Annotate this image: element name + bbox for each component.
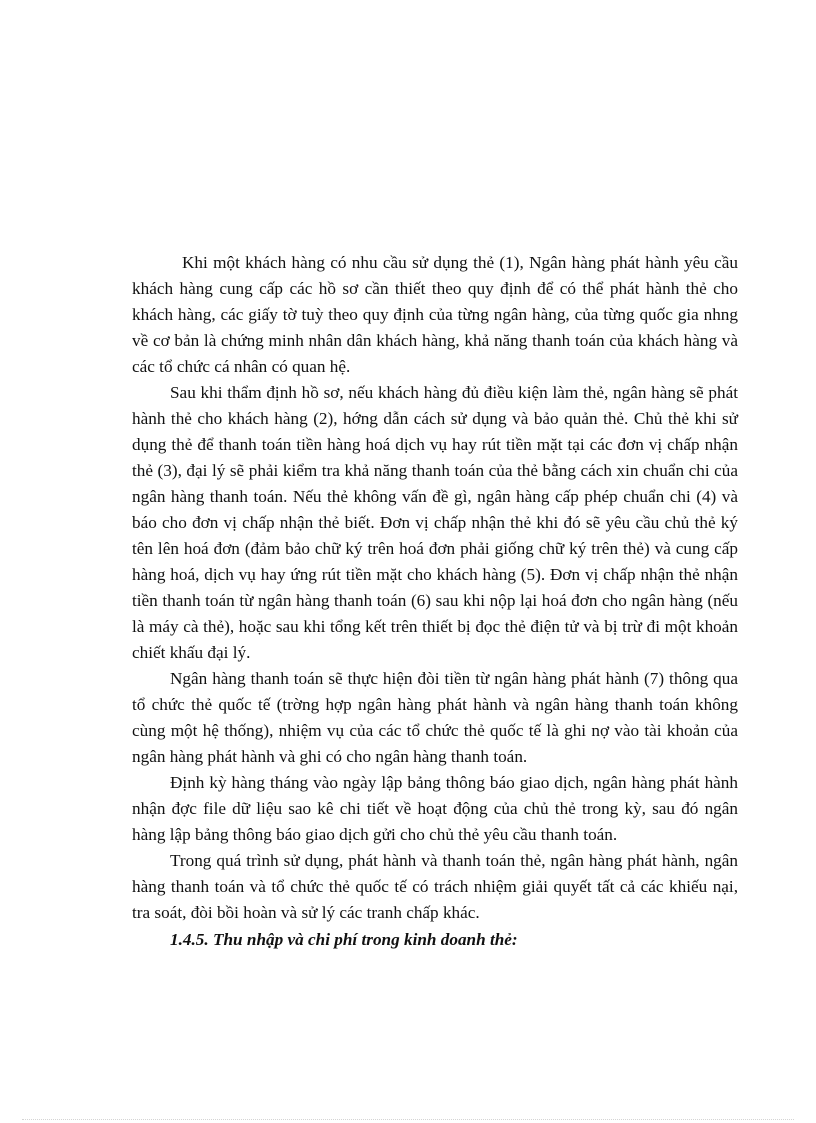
paragraph-card-usage: Sau khi thẩm định hồ sơ, nếu khách hàng đủ điều kiện làm thẻ, ngân hàng sẽ phát hành thẻ cho khách hàng (2), hớng dẫn cách sử dụng và bảo quản thẻ. Chủ thẻ khi sử dụng thẻ để thanh toán tiền hàng hoá dịch vụ hay rút tiền mặt tại các đơn vị chấp nhận thẻ (3), đại lý sẽ phải kiểm tra khả năng thanh toán của thẻ bằng cách xin chuẩn chi của ngân hàng thanh toán. Nếu thẻ không vấn đề gì, ngân hàng cấp phép chuẩn chi (4) và báo cho đơn vị chấp nhận thẻ biết. Đơn vị chấp nhận thẻ khi đó sẽ yêu cầu chủ thẻ ký tên lên hoá đơn (đảm bảo chữ ký trên hoá đơn phải giống chữ ký trên thẻ) và cung cấp hàng hoá, dịch vụ hay ứng rút tiền mặt cho khách hàng (5). Đơn vị chấp nhận thẻ nhận tiền thanh toán từ ngân hàng thanh toán (6) sau khi nộp lại hoá đơn cho ngân hàng (nếu là máy cà thẻ), hoặc sau khi tổng kết trên thiết bị đọc thẻ điện tử và bị trừ đi một khoản chiết khấu đại lý. xyxy=(132,383,738,662)
paragraph-settlement: Ngân hàng thanh toán sẽ thực hiện đòi tiền từ ngân hàng phát hành (7) thông qua tổ chức thẻ quốc tế (trờng hợp ngân hàng phát hành và ngân hàng thanh toán không cùng một hệ thống), nhiệm vụ của các tổ chức thẻ quốc tế là ghi nợ vào tài khoản của ngân hàng phát hành và ghi có cho ngân hàng thanh toán. xyxy=(132,669,738,766)
paragraph-monthly-statement: Định kỳ hàng tháng vào ngày lập bảng thông báo giao dịch, ngân hàng phát hành nhận đợc file dữ liệu sao kê chi tiết về hoạt động của chủ thẻ trong kỳ, sau đó ngân hàng lập bảng thông báo giao dịch gửi cho chủ thẻ yêu cầu thanh toán. xyxy=(132,773,738,844)
paragraph-card-issuance: Khi một khách hàng có nhu cầu sử dụng thẻ (1), Ngân hàng phát hành yêu cầu khách hàng cung cấp các hồ sơ cần thiết theo quy định để có thể phát hành thẻ cho khách hàng, các giấy tờ tuỳ theo quy định của từng ngân hàng, của từng quốc gia nhng về cơ bản là chứng minh nhân dân khách hàng, khả năng thanh toán của khách hàng và các tổ chức cá nhân có quan hệ. xyxy=(132,253,738,376)
section-heading: 1.4.5. Thu nhập và chi phí trong kinh doanh thẻ: xyxy=(170,930,518,949)
paragraph-dispute-resolution: Trong quá trình sử dụng, phát hành và thanh toán thẻ, ngân hàng phát hành, ngân hàng thanh toán và tổ chức thẻ quốc tế có trách nhiệm giải quyết tất cả các khiếu nại, tra soát, đòi bồi hoàn và sử lý các tranh chấp khác. xyxy=(132,851,738,922)
document-body xyxy=(132,250,738,954)
page-bottom-divider xyxy=(22,1119,794,1120)
